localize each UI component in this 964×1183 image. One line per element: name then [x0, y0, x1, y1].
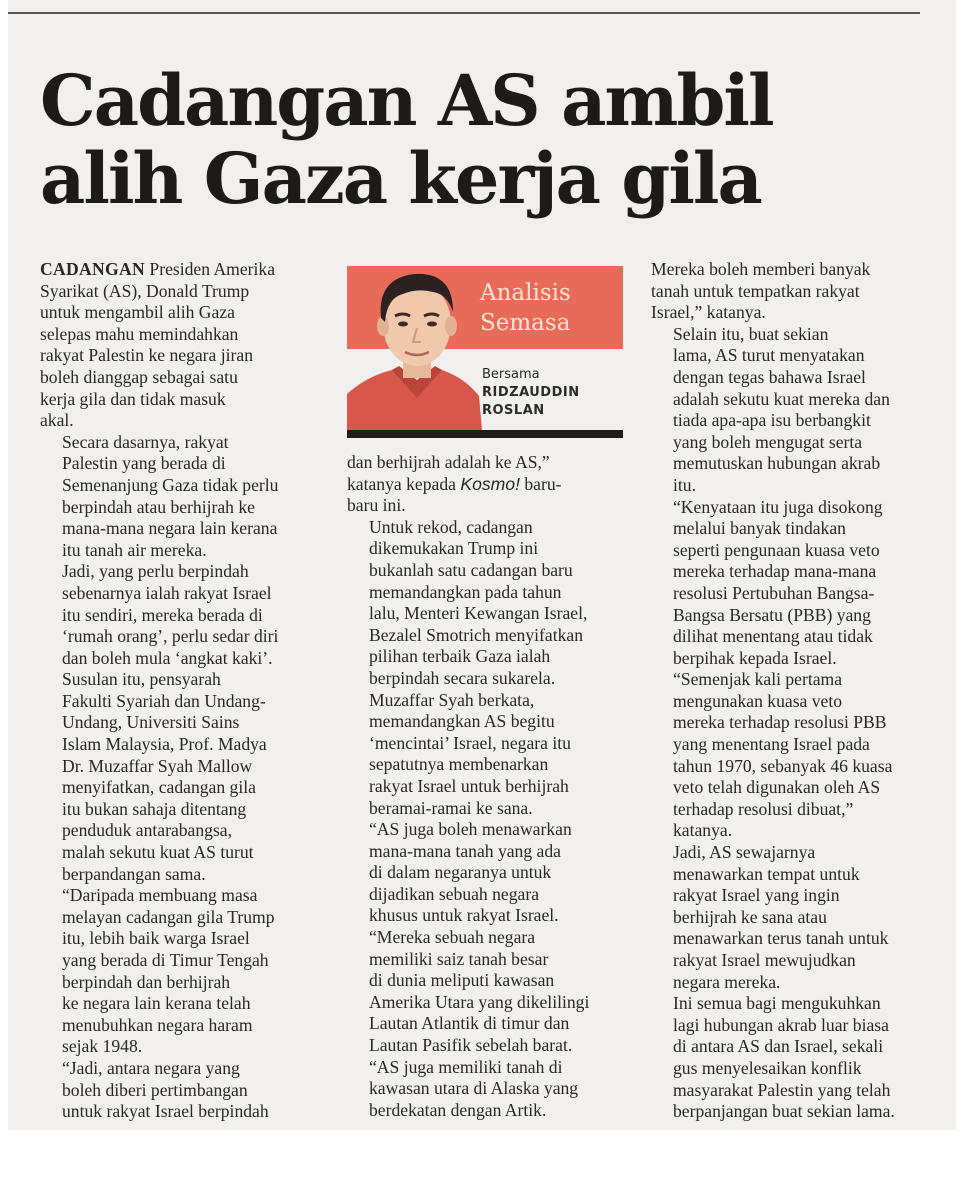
text-line: Jadi, AS sewajarnya [673, 842, 816, 863]
paragraph [40, 669, 320, 885]
text-line: itu bukan sahaja ditentang [62, 798, 247, 819]
text-line: yang berada di Timur Tengah [62, 950, 269, 970]
text-line: Dr. Muzaffar Syah Mallow [62, 755, 253, 776]
text-line: memandangkan pada tahun [369, 581, 562, 602]
text-line: tahun 1970, sebanyak 46 kuasa [673, 755, 893, 776]
text-line: Susulan itu, pensyarah [62, 669, 221, 690]
text-line: adalah sekutu kuat mereka dan [673, 388, 890, 409]
text-line: lalu, Menteri Kewangan Israel, [369, 603, 588, 624]
text-line: “Kenyataan itu juga disokong [673, 496, 883, 517]
text-line: memiliki saiz tanah besar [369, 948, 549, 969]
text-fragment: katanya kepada [347, 473, 461, 494]
columnist-photo [347, 266, 482, 430]
text-line: rakyat Israel yang ingin [673, 885, 840, 906]
text-line: “Semenjak kali pertama [673, 669, 843, 690]
text-line: boleh dianggap sebagai satu [40, 366, 238, 387]
text-line: berdekatan dengan Artik. [369, 1099, 547, 1120]
text-line: Lautan Atlantik di timur dan [369, 1013, 570, 1034]
text-line: beramai-ramai ke sana. [369, 797, 533, 818]
text-line: Selain itu, buat sekian [673, 323, 829, 344]
text-line: malah sekutu kuat AS turut [62, 842, 254, 863]
paragraph [347, 1057, 627, 1122]
publication-name: Kosmo! [460, 473, 520, 494]
text-line: dikemukakan Trump ini [369, 538, 539, 559]
text-line: penduduk antarabangsa, [62, 820, 233, 841]
text-line: memandangkan AS begitu [369, 711, 555, 732]
text-line: rakyat Palestin ke negara jiran [40, 345, 253, 366]
text-line: “Mereka sebuah negara [369, 927, 536, 948]
text-line: Mereka boleh memberi banyak [651, 259, 871, 279]
text-line: untuk rakyat Israel berpindah [62, 1101, 269, 1122]
text-line: lagi hubungan akrab luar biasa [673, 1014, 889, 1035]
paragraph [651, 993, 931, 1123]
text-line: rakyat Israel mewujudkan [673, 950, 856, 970]
text-line: Undang, Universiti Sains [62, 712, 240, 733]
text-line: Bangsa Bersatu (PBB) yang [673, 604, 871, 625]
article-column-3 [651, 259, 931, 1123]
text-line: masyarakat Palestin yang telah [673, 1079, 891, 1100]
text-line: katanya. [673, 820, 733, 841]
portrait-image [347, 266, 482, 430]
text-line: Semenanjung Gaza tidak perlu [62, 474, 279, 495]
text-line: Syarikat (AS), Donald Trump [40, 280, 250, 301]
text-line: Fakulti Syariah dan Undang- [62, 690, 266, 711]
paragraph [347, 690, 627, 820]
paragraph [347, 819, 627, 927]
text-line: itu sendiri, mereka berada di [62, 604, 263, 625]
text-fragment: baru- [519, 473, 562, 494]
text-line: pilihan terbaik Gaza ialah [369, 646, 551, 667]
headline-line-2: alih Gaza kerja gila [40, 137, 761, 220]
text-line: Lautan Pasifik sebelah barat. [369, 1035, 573, 1056]
rubric-title [480, 278, 571, 338]
text-line: di dunia meliputi kawasan [369, 970, 555, 991]
headline [40, 59, 920, 220]
text-line: dengan tegas bahawa Israel [673, 366, 866, 387]
text-line: mereka terhadap mana-mana [673, 561, 877, 582]
text-line: berpindah atau berhijrah ke [62, 496, 255, 517]
text-line: ‘mencintai’ Israel, negara itu [369, 732, 571, 753]
text-line: tanah untuk tempatkan rakyat [651, 280, 860, 301]
text-line: Ini semua bagi mengukuhkan [673, 993, 881, 1014]
text-line: mana-mana negara lain kerana [62, 518, 278, 539]
text-line: berpihak kepada Israel. [673, 647, 837, 668]
text-line: tiada apa-apa isu berbangkit [673, 410, 871, 431]
paragraph [651, 259, 931, 324]
paragraph [40, 561, 320, 669]
text-line: yang menentang Israel pada [673, 734, 870, 755]
text-line: “AS juga boleh menawarkan [369, 819, 572, 840]
text-line: akal. [40, 410, 74, 431]
article-column-1 [40, 259, 320, 1123]
text-line: sejak 1948. [62, 1036, 143, 1057]
text-line: lama, AS turut menyatakan [673, 345, 865, 366]
text-line: Secara dasarnya, rakyat [62, 431, 229, 452]
text-line: berpandangan sama. [62, 863, 206, 884]
text-line: negara mereka. [673, 971, 781, 992]
text-line: menyifatkan, cadangan gila [62, 777, 256, 798]
text-line: dan boleh mula ‘angkat kaki’. [62, 647, 273, 668]
text-line: dilihat menentang atau tidak [673, 626, 873, 647]
text-line [347, 474, 627, 496]
text-line: “Jadi, antara negara yang [62, 1057, 240, 1078]
article-column-2 [347, 452, 627, 1121]
text-line: melalui banyak tindakan [673, 518, 846, 539]
author-name-line-1: RIDZAUDDIN [482, 385, 580, 400]
text-line: mengunakan kuasa veto [673, 690, 843, 711]
text-line: mana-mana tanah yang ada [369, 840, 561, 861]
text-line: boleh diberi pertimbangan [62, 1079, 248, 1100]
text-line: di dalam negaranya untuk [369, 862, 552, 883]
paragraph [40, 885, 320, 1058]
columnist-box-bottom-bar [347, 430, 623, 438]
paragraph [40, 259, 320, 432]
text-line: berpindah secara sukarela. [369, 667, 556, 688]
columnist-box [347, 266, 623, 440]
text-line: gus menyelesaikan konflik [673, 1057, 862, 1078]
paragraph [651, 324, 931, 497]
text-line: yang boleh mengugat serta [673, 431, 863, 452]
text-line: Bezalel Smotrich menyifatkan [369, 624, 583, 645]
lead-word: CADANGAN [40, 259, 146, 279]
text-line: selepas mahu memindahkan [40, 323, 239, 344]
text-line: “Daripada membuang masa [62, 885, 258, 906]
text-line: Muzaffar Syah berkata, [369, 689, 535, 710]
rubric-line-1: Analisis [480, 280, 571, 306]
headline-line-1: Cadangan AS ambil [40, 59, 773, 142]
text-line: Jadi, yang perlu berpindah [62, 561, 249, 582]
paragraph [40, 432, 320, 562]
text-line: ‘rumah orang’, perlu sedar diri [62, 626, 279, 647]
text-line: terhadap resolusi dibuat,” [673, 798, 854, 819]
text-line: rakyat Israel untuk berhijrah [369, 775, 569, 796]
paragraph [651, 669, 931, 842]
byline [482, 366, 580, 420]
text-line: Islam Malaysia, Prof. Madya [62, 734, 267, 755]
text-line: khusus untuk rakyat Israel. [369, 905, 559, 926]
text-line: Israel,” katanya. [651, 302, 766, 323]
paragraph [347, 517, 627, 690]
text-line: Amerika Utara yang dikelilingi [369, 991, 590, 1012]
text-line: untuk mengambil alih Gaza [40, 302, 235, 323]
text-line: sebenarnya ialah rakyat Israel [62, 582, 272, 603]
text-line: Untuk rekod, cadangan [369, 516, 533, 537]
text-line: melayan cadangan gila Trump [62, 906, 275, 927]
author-name-line-2: ROSLAN [482, 403, 545, 418]
top-rule [8, 12, 920, 14]
text-line: ke negara lain kerana telah [62, 993, 251, 1014]
text-line: “AS juga memiliki tanah di [369, 1056, 563, 1077]
rubric-line-2: Semasa [480, 310, 571, 336]
text-line: Presiden Amerika [145, 259, 275, 279]
paragraph [40, 1058, 320, 1123]
text-line: itu, lebih baik warga Israel [62, 928, 250, 949]
text-line: menubuhkan negara haram [62, 1014, 253, 1035]
text-line: veto telah digunakan oleh AS [673, 777, 881, 798]
text-line: berpindah dan berhijrah [62, 971, 231, 992]
text-line: berpanjangan buat sekian lama. [673, 1101, 895, 1122]
text-line: seperti pengunaan kuasa veto [673, 539, 880, 560]
text-line: resolusi Pertubuhan Bangsa- [673, 582, 875, 603]
byline-with-label: Bersama [482, 367, 540, 382]
paragraph [651, 497, 931, 670]
text-line: menawarkan terus tanah untuk [673, 928, 889, 949]
text-line: bukanlah satu cadangan baru [369, 559, 573, 580]
text-line: dijadikan sebuah negara [369, 883, 540, 904]
text-line: dan berhijrah adalah ke AS,” [347, 452, 550, 472]
paragraph [651, 842, 931, 993]
paragraph [347, 927, 627, 1057]
text-line: di antara AS dan Israel, sekali [673, 1036, 884, 1057]
text-line: itu. [673, 474, 696, 495]
text-line: itu tanah air mereka. [62, 539, 207, 560]
text-line: mereka terhadap resolusi PBB [673, 712, 887, 733]
text-line: menawarkan tempat untuk [673, 863, 860, 884]
paragraph [347, 452, 627, 517]
text-line: sepatutnya membenarkan [369, 754, 549, 775]
text-line: Palestin yang berada di [62, 453, 226, 474]
author-name [482, 384, 580, 420]
text-line: kerja gila dan tidak masuk [40, 388, 226, 409]
text-line: berhijrah ke sana atau [673, 906, 827, 927]
text-line: baru ini. [347, 495, 406, 516]
text-line: kawasan utara di Alaska yang [369, 1078, 579, 1099]
text-line: memutuskan hubungan akrab [673, 453, 881, 474]
